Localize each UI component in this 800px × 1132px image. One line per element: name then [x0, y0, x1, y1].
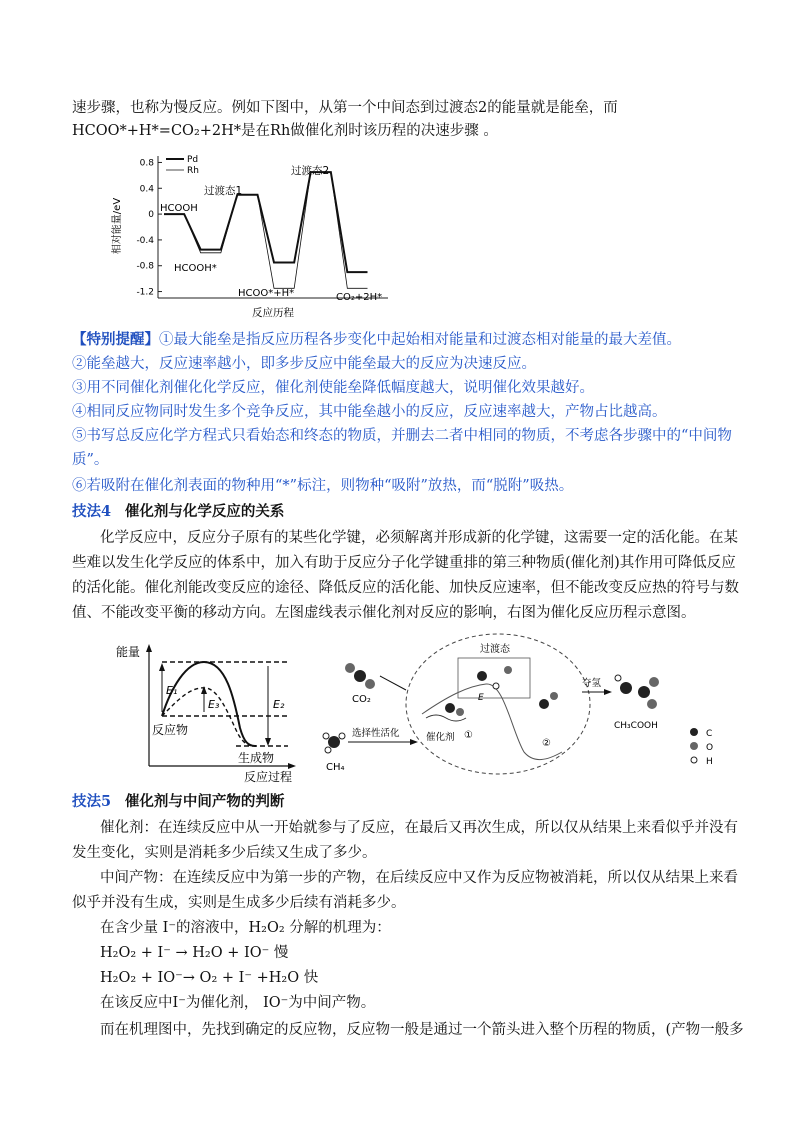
label-co2-2h: CO₂+2H* [336, 292, 383, 303]
product-label: CH₃COOH [614, 721, 658, 731]
mechanism-diagram-line: 而在机理图中，先找到确定的反应物，反应物一般是通过一个箭头进入整个历程的物质，(产物一般多 [100, 1022, 744, 1038]
tip-5b: 质”。 [72, 452, 109, 468]
equation-1: H₂O₂ + I⁻ → H₂O + IO⁻ 慢 [100, 945, 289, 961]
section5-para1-line1: 催化剂：在连续反应中从一开始就参与了反应，在最后又再次生成，所以仅从结果上来看似乎并没有 [100, 820, 738, 836]
intro-line-1: 速步骤，也称为慢反应。例如下图中，从第一个中间态到过渡态2的能量就是能垒，而 [72, 100, 618, 116]
section5-para2-line2: 似乎并没有生成，实则是生成多少后续有消耗多少。 [72, 895, 406, 911]
fig-left-y-arrow [146, 644, 152, 652]
catalyst-intermediate-line: 在该反应中I⁻为催化剂， IO⁻为中间产物。 [100, 995, 376, 1011]
section5-label: 技法5 [72, 793, 112, 810]
section4-heading [72, 502, 284, 522]
catalyst-energy-figure [116, 638, 306, 784]
hydrogen-label: 夺氢 [582, 678, 602, 689]
series-line-pd [164, 172, 368, 272]
e1-label: E₁ [166, 684, 178, 697]
chart-xlabel: 反应历程 [252, 307, 294, 319]
ch4-h-atom-1 [323, 733, 329, 739]
y-tick-label: -0.4 [136, 235, 154, 246]
legend-h-swatch [691, 757, 697, 763]
co2-label: CO₂ [352, 694, 371, 705]
y-tick-label: 0.4 [139, 184, 154, 195]
y-tick-label: -0.8 [136, 261, 154, 272]
step2-oxygen-atom [550, 692, 558, 700]
tip-6: ⑥若吸附在催化剂表面的物种用“*”标注，则物种“吸附”放热，而“脱附”吸热。 [72, 478, 574, 494]
co2-oxygen-atom-2 [365, 679, 375, 689]
legend-o-label: O [706, 743, 714, 753]
step2-label: ② [542, 738, 551, 749]
section4-para-2: 些难以发生化学反应的体系中，加入有助于反应分子化学键重排的第三种物质(催化剂)其作用可降低反应 [72, 555, 736, 571]
legend-pd-label: Pd [187, 155, 199, 165]
label-hcooh-star: HCOOH* [174, 263, 217, 274]
ts-carbon-atom [477, 671, 487, 681]
energy-e-label: E [478, 693, 484, 703]
section5-para1-line2: 发生变化，实则是消耗多少后续又生成了多少。 [72, 845, 377, 861]
equation-2: H₂O₂ + IO⁻→ O₂ + I⁻ +H₂O 快 [100, 970, 319, 986]
catalyst-label: 催化剂 [426, 732, 455, 743]
legend-c-swatch [690, 728, 698, 736]
e1-arrow-head [159, 663, 165, 671]
ts-label: 过渡态 [480, 644, 510, 655]
section5-heading [72, 792, 284, 812]
tip-2: ②能垒越大，反应速率越小，即多步反应中能垒最大的反应为决速反应。 [72, 356, 536, 372]
reactant-label: 反应物 [152, 723, 189, 737]
product-carbon-2 [638, 686, 650, 698]
ch4-label: CH₄ [326, 762, 345, 773]
label-hcoo-h: HCOO*+H* [238, 288, 295, 299]
tip-4: ④相同反应物同时发生多个竞争反应，其中能垒越小的反应，反应速率越大，产物占比越高。 [72, 404, 667, 420]
legend-o-swatch [690, 742, 698, 750]
activation-label: 选择性活化 [352, 728, 400, 739]
tips-label: 【特别提醒】 [72, 331, 159, 348]
section4-para-1: 化学反应中，反应分子原有的某些化学键，必须解离并形成新的化学键，这需要一定的活化能。在某 [100, 530, 738, 546]
activation-arrow-head [410, 739, 418, 745]
e2-label: E₂ [273, 698, 285, 711]
label-ts1: 过渡态1 [204, 185, 243, 197]
tip-line-1 [72, 330, 681, 350]
e2-arrow-head [265, 738, 271, 746]
product-carbon-1 [620, 682, 632, 694]
ch4-h-atom-2 [339, 733, 345, 739]
mechanism-energy-curve [422, 684, 562, 760]
legend-rh-label: Rh [187, 166, 199, 176]
tip-5a: ⑤书写总反应化学方程式只看始态和终态的物质，并删去二者中相同的物质，不考虑各步骤中的“中间物 [72, 428, 732, 444]
y-tick-label: -1.2 [136, 287, 154, 298]
fig-left-ylabel: 能量 [116, 645, 141, 659]
legend-c-label: C [706, 729, 713, 739]
co2-oxygen-atom-1 [345, 663, 355, 673]
mechanism-intro-line: 在含少量 I⁻的溶液中，H₂O₂ 分解的机理为： [100, 920, 391, 936]
section4-title: 催化剂与化学反应的关系 [124, 503, 285, 520]
step1-label: ① [464, 730, 473, 741]
co2-arrow [380, 676, 406, 690]
adsorbed-oxygen [456, 708, 464, 716]
y-tick-label: 0 [148, 210, 154, 221]
product-oxygen-2 [647, 699, 657, 709]
step2-carbon-atom [539, 699, 549, 709]
product-label: 生成物 [238, 751, 275, 765]
chart-ylabel: 相对能量/eV [112, 197, 123, 255]
ts-oxygen-atom [504, 666, 512, 674]
ts-h-atom [493, 683, 499, 689]
tip-3: ③用不同催化剂催化化学反应，催化剂使能垒降低幅度越大，说明催化效果越好。 [72, 380, 594, 396]
product-h-atom [615, 675, 621, 681]
e3-label: E₃ [208, 698, 220, 711]
tip-1: ①最大能垒是指反应历程各步变化中起始相对能量和过渡态相对能量的最大差值。 [159, 332, 681, 348]
legend [166, 155, 199, 176]
legend-h-label: H [706, 757, 713, 767]
section4-para-4: 值、不能改变平衡的移动方向。左图虚线表示催化剂对反应的影响，右图为催化反应历程示意图。 [72, 605, 696, 621]
section4-label: 技法4 [72, 503, 112, 520]
ts-bracket [458, 658, 530, 698]
label-hcooh: HCOOH [160, 203, 198, 214]
y-tick-label: 0.8 [139, 158, 154, 169]
catalytic-mechanism-figure [318, 632, 736, 782]
mechanism-boundary [406, 634, 590, 774]
hydrogen-abstraction-arrow-head [604, 689, 612, 695]
section5-para2-line1: 中间产物：在连续反应中为第一步的产物，在后续反应中又作为反应物被消耗，所以仅从结果上来看 [100, 870, 738, 886]
ch4-carbon-atom [328, 736, 340, 748]
co2-carbon-atom [354, 670, 366, 682]
ch4-h-atom-3 [325, 747, 331, 753]
product-oxygen-1 [649, 677, 659, 687]
section5-title: 催化剂与中间产物的判断 [124, 793, 285, 810]
energy-profile-chart [108, 148, 398, 328]
intro-line-2: HCOO*+H*=CO₂+2H*是在Rh做催化剂时该历程的决速步骤 。 [72, 123, 498, 139]
fig-left-xlabel: 反应过程 [244, 770, 293, 784]
section4-para-3: 的活化能。催化剂能改变反应的途径、降低反应的活化能、加快反应速率，但不能改变反应热的符号与数 [72, 580, 739, 596]
fig-left-x-arrow [288, 763, 296, 769]
adsorbed-carbon [445, 703, 455, 713]
label-ts2: 过渡态2 [291, 165, 330, 177]
